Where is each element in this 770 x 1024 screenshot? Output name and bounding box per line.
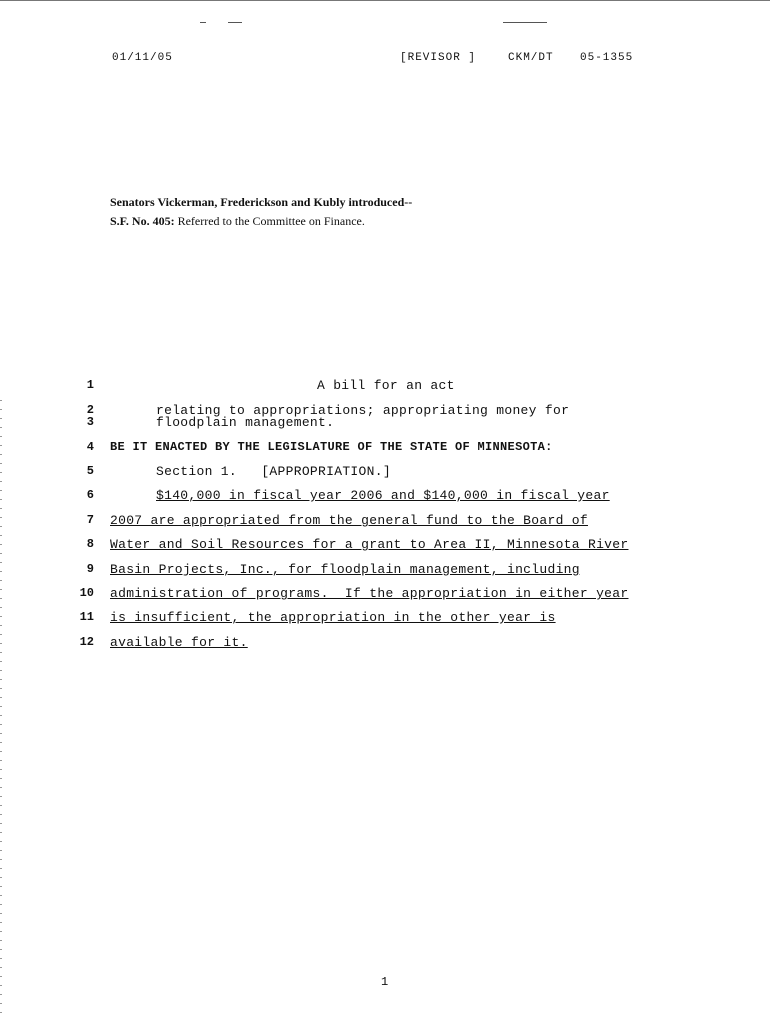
line-number: 3	[86, 415, 94, 429]
bill-text-line: is insufficient, the appropriation in the other year is	[110, 610, 556, 625]
line-number: 5	[86, 464, 94, 478]
line-number: 1	[86, 378, 94, 392]
line-number: 10	[79, 586, 94, 600]
scan-edge	[0, 400, 2, 1020]
bill-text-line: available for it.	[110, 635, 248, 650]
bill-text-line: 2007 are appropriated from the general fund to the Board of	[110, 513, 588, 528]
section-heading: Section 1. [APPROPRIATION.]	[156, 464, 391, 479]
bill-subject: relating to appropriations; appropriating money for	[156, 403, 570, 418]
sf-number: S.F. No. 405:	[110, 214, 175, 228]
bill-text-line: $140,000 in fiscal year 2006 and $140,000 in fiscal year	[156, 488, 610, 503]
line-number: 4	[86, 440, 94, 454]
referral-line	[110, 214, 365, 229]
line-number: 12	[79, 635, 94, 649]
authors-line: Senators Vickerman, Frederickson and Kubly introduced--	[110, 195, 413, 209]
top-border	[0, 0, 770, 1]
scan-mark	[228, 22, 242, 23]
scan-mark	[200, 22, 206, 23]
bill-subject: floodplain management.	[156, 415, 335, 430]
header-date: 01/11/05	[112, 52, 173, 64]
page-number: 1	[381, 975, 389, 989]
bill-text-line: Water and Soil Resources for a grant to Area II, Minnesota River	[110, 537, 629, 552]
bill-text-line: Basin Projects, Inc., for floodplain management, including	[110, 562, 580, 577]
line-number: 2	[86, 403, 94, 417]
header-code: CKM/DT	[508, 52, 554, 64]
referral-text: Referred to the Committee on Finance.	[174, 214, 365, 228]
line-number: 7	[86, 513, 94, 527]
bill-title: A bill for an act	[317, 378, 455, 393]
line-number: 9	[86, 562, 94, 576]
line-number: 8	[86, 537, 94, 551]
header-revisor: [REVISOR ]	[400, 52, 477, 64]
header-doc-number: 05-1355	[580, 52, 634, 64]
scan-mark	[503, 22, 547, 23]
line-number: 11	[79, 610, 94, 624]
enacting-clause: BE IT ENACTED BY THE LEGISLATURE OF THE STATE OF MINNESOTA:	[110, 440, 553, 454]
line-number: 6	[86, 488, 94, 502]
bill-text-line: administration of programs. If the appropriation in either year	[110, 586, 629, 601]
